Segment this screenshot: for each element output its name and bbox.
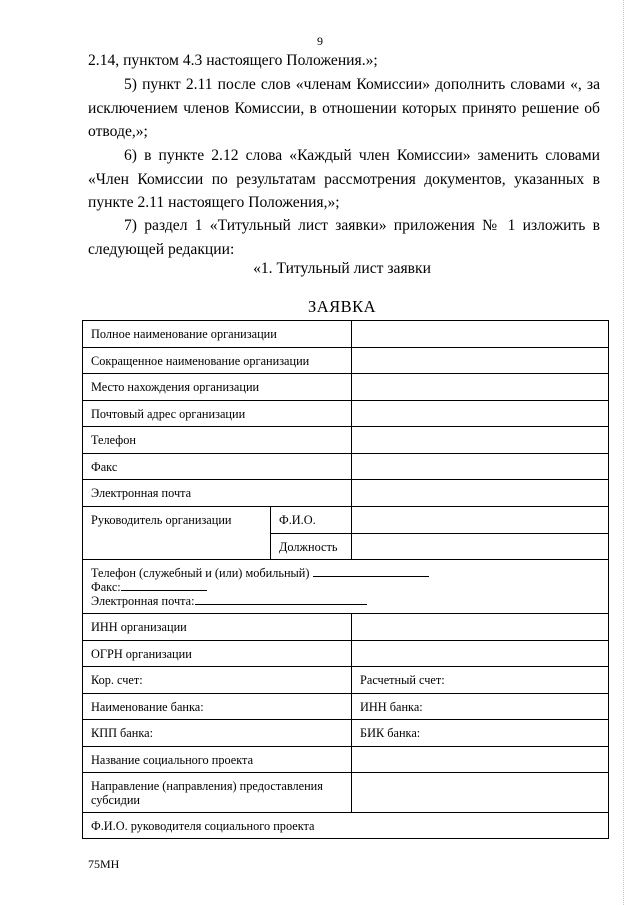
form-row-location bbox=[83, 374, 609, 401]
form-row-head-fio bbox=[83, 507, 609, 534]
value-short-name[interactable] bbox=[352, 348, 609, 374]
label-contact-email: Электронная почта: bbox=[91, 593, 195, 608]
form-row-project-head bbox=[83, 813, 609, 839]
label-phone: Телефон bbox=[83, 427, 352, 454]
label-postal-address: Почтовый адрес организации bbox=[83, 401, 352, 427]
form-title: ЗАЯВКА bbox=[307, 297, 377, 316]
label-inn: ИНН организации bbox=[83, 614, 352, 641]
form-row-bank-name bbox=[83, 694, 609, 720]
form-row-short-name bbox=[83, 348, 609, 374]
form-row-contacts bbox=[83, 560, 609, 614]
blank-contact-email[interactable] bbox=[195, 594, 367, 605]
label-bank-bik[interactable]: БИК банка: bbox=[352, 720, 609, 747]
form-row-bank-codes bbox=[83, 720, 609, 747]
form-row-email bbox=[83, 480, 609, 507]
blank-contact-phone[interactable] bbox=[313, 566, 429, 577]
value-phone[interactable] bbox=[352, 427, 609, 454]
label-settlement-account[interactable]: Расчетный счет: bbox=[352, 667, 609, 694]
form-row-project-name bbox=[83, 747, 609, 773]
value-postal-address[interactable] bbox=[352, 401, 609, 427]
contact-email-line bbox=[91, 594, 600, 608]
paragraph-item-6: 6) в пункте 2.12 слова «Каждый член Комиссии» заменить словами «Член Комиссии по результатам рассмотрения документов, указанных в пункте 2.11 настоящего Положения,»; bbox=[88, 147, 600, 211]
value-fax[interactable] bbox=[352, 454, 609, 480]
form-row-subsidy-direction bbox=[83, 773, 609, 813]
form-row-ogrn bbox=[83, 641, 609, 667]
blank-contact-fax[interactable] bbox=[121, 580, 207, 591]
form-row-inn bbox=[83, 614, 609, 641]
value-location[interactable] bbox=[352, 374, 609, 401]
value-subsidy-direction[interactable] bbox=[352, 773, 609, 813]
label-bank-inn[interactable]: ИНН банка: bbox=[352, 694, 609, 720]
label-project-head[interactable]: Ф.И.О. руководителя социального проекта bbox=[83, 813, 609, 839]
label-bank-kpp[interactable]: КПП банка: bbox=[83, 720, 352, 747]
paragraph-continuation: 2.14, пунктом 4.3 настоящего Положения.»; bbox=[88, 52, 378, 69]
label-email: Электронная почта bbox=[83, 480, 352, 507]
footer-code: 75МН bbox=[88, 857, 120, 871]
form-row-phone bbox=[83, 427, 609, 454]
section-heading: «1. Титульный лист заявки bbox=[253, 260, 431, 277]
label-subsidy-direction: Направление (направления) предоставления субсидии bbox=[83, 773, 352, 813]
label-head-fio: Ф.И.О. bbox=[271, 507, 352, 534]
label-contact-phone: Телефон (служебный и (или) мобильный) bbox=[91, 565, 310, 580]
label-head-position: Должность bbox=[271, 534, 352, 560]
label-contact-fax: Факс: bbox=[91, 579, 121, 594]
label-bank-name[interactable]: Наименование банка: bbox=[83, 694, 352, 720]
label-ogrn: ОГРН организации bbox=[83, 641, 352, 667]
contact-fax-line bbox=[91, 580, 600, 594]
value-email[interactable] bbox=[352, 480, 609, 507]
form-row-full-name bbox=[83, 321, 609, 348]
value-inn[interactable] bbox=[352, 614, 609, 641]
value-head-position[interactable] bbox=[352, 534, 609, 560]
form-row-fax bbox=[83, 454, 609, 480]
contact-phone-line bbox=[91, 566, 600, 580]
value-ogrn[interactable] bbox=[352, 641, 609, 667]
value-project-name[interactable] bbox=[352, 747, 609, 773]
scan-edge-line bbox=[623, 0, 625, 905]
paragraph-item-7: 7) раздел 1 «Титульный лист заявки» приложения № 1 изложить в следующей редакции: bbox=[88, 217, 600, 258]
label-short-name: Сокращенное наименование организации bbox=[83, 348, 352, 374]
value-full-name[interactable] bbox=[352, 321, 609, 348]
label-fax: Факс bbox=[83, 454, 352, 480]
label-full-name: Полное наименование организации bbox=[83, 321, 352, 348]
label-location: Место нахождения организации bbox=[83, 374, 352, 401]
page-number: 9 bbox=[317, 34, 323, 48]
label-corr-account[interactable]: Кор. счет: bbox=[83, 667, 352, 694]
label-head: Руководитель организации bbox=[83, 507, 271, 560]
contacts-cell bbox=[83, 560, 609, 614]
paragraph-item-5: 5) пункт 2.11 после слов «членам Комиссии» дополнить словами «, за исключением членов Комиссии, в отношении которых принято решение об отводе,»; bbox=[88, 76, 600, 140]
value-head-fio[interactable] bbox=[352, 507, 609, 534]
label-project-name: Название социального проекта bbox=[83, 747, 352, 773]
form-row-postal-address bbox=[83, 401, 609, 427]
form-row-accounts bbox=[83, 667, 609, 694]
application-form-table bbox=[82, 320, 609, 839]
